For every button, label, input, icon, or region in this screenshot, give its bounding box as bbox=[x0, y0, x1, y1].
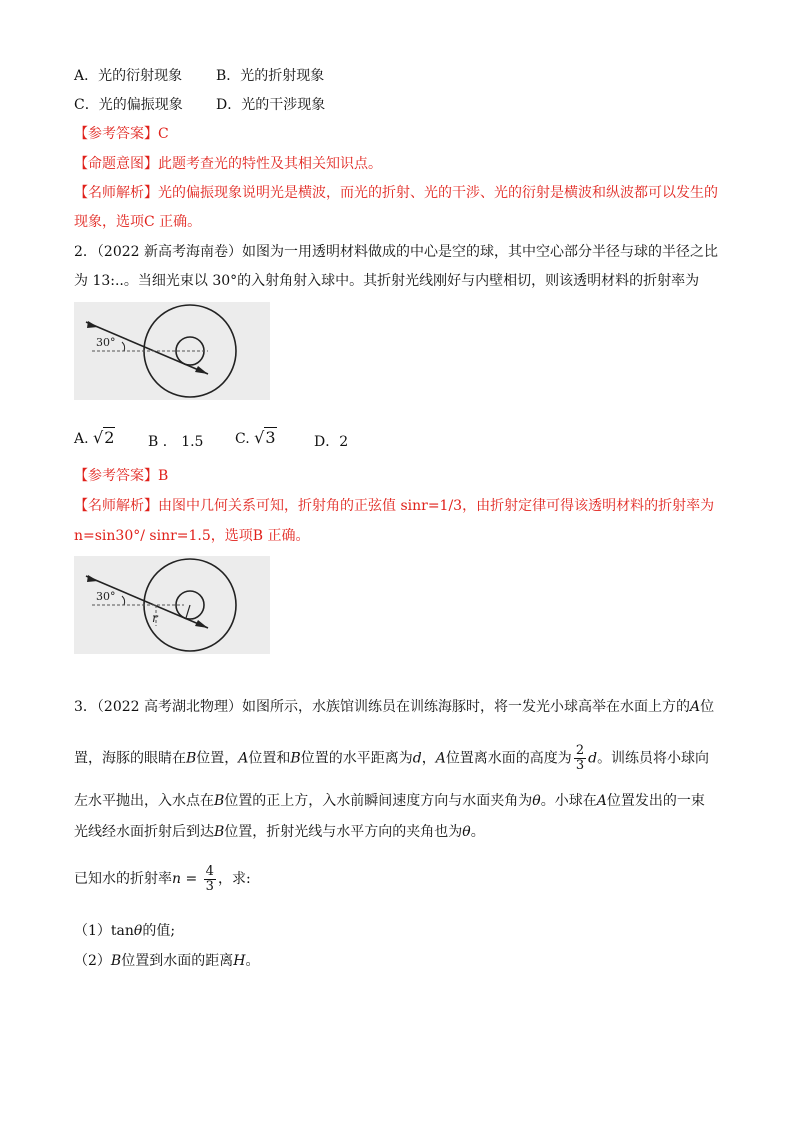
q3-line5 bbox=[74, 862, 251, 896]
q1-intent: 【命题意图】此题考查光的特性及其相关知识点。 bbox=[74, 156, 382, 172]
frac-num: 4 bbox=[205, 863, 214, 879]
q3-line3-b: 位置的正上方，入水前瞬间速度方向与水面夹角为 bbox=[224, 793, 533, 809]
q2-option-c bbox=[235, 428, 277, 449]
q3-line5-b: ，求: bbox=[217, 871, 251, 887]
ray-arrowhead bbox=[195, 366, 208, 374]
var-theta: θ bbox=[532, 793, 541, 809]
var-a: A bbox=[435, 750, 446, 767]
var-d: d bbox=[588, 750, 598, 767]
q2-solution-figure bbox=[74, 556, 270, 654]
ray-arrowhead-start bbox=[87, 575, 98, 582]
ray-arrowhead-start bbox=[87, 321, 98, 328]
q1-option-a: A．光的衍射现象 bbox=[74, 68, 183, 84]
q2-option-d: D．2 bbox=[314, 434, 349, 450]
q3-line3-c: 。小球在 bbox=[540, 793, 597, 809]
q3-sub1 bbox=[74, 921, 175, 941]
var-b: B bbox=[110, 953, 122, 969]
q3-line4-b: 位置，折射光线与水平方向的夹角也为 bbox=[224, 824, 463, 840]
var-b: B bbox=[290, 750, 301, 767]
q3-line2-f: 位置离水面的高度为 bbox=[445, 750, 572, 767]
q2-analysis-line2: n=sin30°/ sinr=1.5，选项B 正确。 bbox=[74, 528, 310, 544]
q3-line3 bbox=[74, 791, 705, 811]
q1-option-b: B．光的折射现象 bbox=[216, 68, 325, 84]
q3-line1-end: 位 bbox=[700, 699, 715, 715]
fraction-four-thirds bbox=[204, 865, 216, 894]
q3-sub2 bbox=[74, 951, 259, 971]
q3-line2-g: 。训练员将小球向 bbox=[597, 750, 710, 767]
fraction-two-thirds bbox=[574, 744, 586, 773]
q3-line5-a: 已知水的折射率 bbox=[74, 871, 172, 887]
q3-sub2-b: 位置到水面的距离 bbox=[121, 953, 234, 969]
q1-option-d: D．光的干涉现象 bbox=[216, 97, 326, 113]
var-h: H bbox=[233, 953, 246, 969]
var-a: A bbox=[689, 699, 701, 715]
var-theta: θ bbox=[133, 923, 143, 939]
q1-option-c: C．光的偏振现象 bbox=[74, 97, 183, 113]
sphere-diagram bbox=[74, 302, 270, 400]
q2-option-a-label: A. bbox=[74, 431, 89, 447]
var-a: A bbox=[596, 793, 607, 809]
q3-sub2-c: 。 bbox=[245, 953, 260, 969]
angle-arc bbox=[122, 342, 125, 351]
q3-line3-a: 左水平抛出，入水点在 bbox=[74, 793, 214, 809]
tangent-radius bbox=[186, 605, 190, 618]
q3-sub2-a: （2） bbox=[74, 953, 111, 969]
q3-line2-c: 位置和 bbox=[248, 750, 291, 767]
var-theta: θ bbox=[462, 824, 471, 840]
frac-den: 3 bbox=[575, 758, 585, 773]
sqrt-3-radicand: 3 bbox=[265, 428, 276, 447]
q3-line2-b: 位置， bbox=[196, 750, 239, 767]
angle-arc bbox=[122, 596, 125, 605]
sqrt-2: √2 bbox=[93, 428, 115, 447]
q3-line2-d: 位置的水平距离为 bbox=[300, 750, 413, 767]
q1-answer: 【参考答案】C bbox=[74, 126, 169, 142]
var-a: A bbox=[238, 750, 249, 767]
equals-sign: = bbox=[181, 871, 202, 887]
q2-figure bbox=[74, 302, 270, 400]
q3-line3-d: 位置发出的一束 bbox=[606, 793, 705, 809]
refraction-angle-label: r bbox=[152, 611, 158, 625]
angle-label: 30° bbox=[96, 336, 116, 349]
q2-option-a bbox=[74, 428, 115, 449]
frac-den: 3 bbox=[205, 878, 214, 894]
frac-num: 2 bbox=[575, 743, 585, 758]
q3-line2-e: ， bbox=[421, 750, 436, 767]
q2-stem-line1: 2．（2022 新高考海南卷）如图为一用透明材料做成的中心是空的球，其中空心部分半径与球的半径之比 bbox=[74, 244, 718, 260]
ray-arrowhead bbox=[195, 620, 208, 628]
q1-analysis-line1: 【名师解析】光的偏振现象说明光是横波，而光的折射、光的干涉、光的衍射是横波和纵波都可以发生的 bbox=[74, 185, 718, 201]
q2-stem-line2: 为 13:..。当细光束以 30°的入射角射入球中。其折射光线刚好与内壁相切，则该透明材料的折射率为 bbox=[74, 273, 700, 289]
q1-analysis-line2: 现象，选项C 正确。 bbox=[74, 214, 202, 230]
q2-option-b: B ． 1.5 bbox=[148, 434, 204, 450]
q3-sub1-a: （1）tan bbox=[74, 923, 134, 939]
sqrt-2-radicand: 2 bbox=[104, 428, 115, 447]
q3-sub1-b: 的值; bbox=[142, 923, 176, 939]
var-n: n bbox=[172, 871, 182, 887]
q3-line2 bbox=[74, 744, 709, 773]
var-b: B bbox=[214, 824, 225, 840]
q3-line4-c: 。 bbox=[470, 824, 485, 840]
q2-option-c-label: C. bbox=[235, 431, 250, 447]
sqrt-3: √3 bbox=[254, 428, 276, 447]
var-b: B bbox=[214, 793, 225, 809]
angle-label: 30° bbox=[96, 590, 116, 603]
q3-line4 bbox=[74, 822, 485, 842]
q2-analysis-line1: 【名师解析】由图中几何关系可知，折射角的正弦值 sinr=1/3，由折射定律可得该透明材料的折射率为 bbox=[74, 498, 715, 514]
q3-line4-a: 光线经水面折射后到达 bbox=[74, 824, 214, 840]
q2-answer: 【参考答案】B bbox=[74, 468, 169, 484]
var-d: d bbox=[412, 750, 422, 767]
var-b: B bbox=[186, 750, 197, 767]
sphere-solution-diagram bbox=[74, 556, 270, 654]
q3-line1 bbox=[74, 697, 714, 717]
q3-line2-a: 置，海豚的眼睛在 bbox=[74, 750, 186, 767]
q3-line1-text: 3．（2022 高考湖北物理）如图所示，水族馆训练员在训练海豚时，将一发光小球高举在水面上方的 bbox=[74, 699, 690, 715]
